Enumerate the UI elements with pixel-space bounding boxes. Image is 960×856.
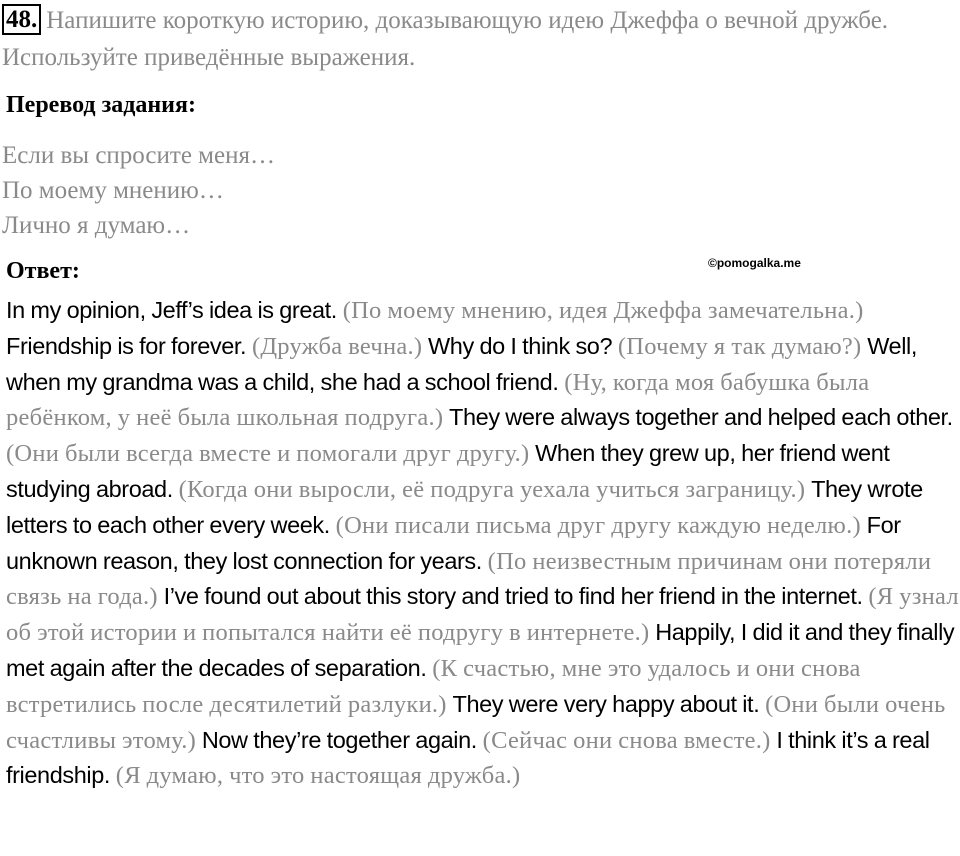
answer-heading: Ответ: <box>6 258 80 284</box>
answer-english-sentence: Well, when my grandma was a child, she had a school friend. <box>6 332 917 395</box>
task-number: 48. <box>2 4 41 35</box>
answer-russian-translation: (Сейчас они снова вместе.) <box>482 726 771 754</box>
answer-russian-translation: (Ну, когда моя бабушка была ребёнком, у неё была школьная подруга.) <box>6 368 870 432</box>
phrase-list <box>2 138 275 243</box>
answer-english-sentence: Friendship is for forever. <box>6 332 247 359</box>
translation-heading: Перевод задания: <box>6 92 196 118</box>
answer-text <box>6 293 960 794</box>
phrase-item: По моему мнению… <box>2 177 224 204</box>
answer-russian-translation: (Они были очень счастливы этому.) <box>6 690 946 754</box>
answer-english-sentence: They were very happy about it. <box>452 690 760 717</box>
answer-english-sentence: Now they’re together again. <box>201 726 477 753</box>
answer-english-sentence: I’ve found out about this story and tried to find her friend in the internet. <box>163 583 863 610</box>
answer-russian-translation: (По неизвестным причинам они потеряли связь на года.) <box>6 547 932 611</box>
answer-english-sentence: When they grew up, her friend went studying abroad. <box>6 440 890 502</box>
answer-english-sentence: In my opinion, Jeff’s idea is great. <box>6 297 337 323</box>
answer-russian-translation: (Дружба вечна.) <box>251 332 423 360</box>
answer-english-sentence: They were always together and helped each other. <box>449 404 953 431</box>
answer-russian-translation: (Я думаю, что это настоящая дружба.) <box>115 762 521 790</box>
task-text: Напишите короткую историю, доказывающую идею Джеффа о вечной дружбе. Используйте приведённые выражения. <box>2 7 889 71</box>
answer-russian-translation: (Они писали письма друг другу каждую неделю.) <box>335 511 861 539</box>
answer-russian-translation: (Когда они выросли, её подруга уехала учиться заграницу.) <box>178 475 806 503</box>
phrase-item: Если вы спросите меня… <box>2 142 275 169</box>
answer-english-sentence: Why do I think so? <box>428 332 613 359</box>
answer-english-sentence: I think it’s a real friendship. <box>6 726 930 789</box>
phrase-item: Лично я думаю… <box>2 212 191 239</box>
answer-english-sentence: For unknown reason, they lost connection for years. <box>6 511 901 574</box>
task-statement <box>2 2 952 76</box>
answer-english-sentence: Happily, I did it and they finally met again after the decades of separation. <box>6 619 955 681</box>
answer-russian-translation: (Я узнал об этой истории и попытался найти её подругу в интернете.) <box>6 583 959 647</box>
answer-english-sentence: They wrote letters to each other every week. <box>6 475 923 538</box>
answer-russian-translation: (По моему мнению, идея Джеффа замечательна.) <box>342 297 864 324</box>
answer-russian-translation: (Почему я так думаю?) <box>617 332 862 360</box>
answer-russian-translation: (Они были всегда вместе и помогали друг другу.) <box>6 440 530 468</box>
answer-russian-translation: (К счастью, мне это удалось и они снова встретились после десятилетий разлуки.) <box>6 654 861 718</box>
watermark: ©pomogalka.me <box>708 256 801 270</box>
